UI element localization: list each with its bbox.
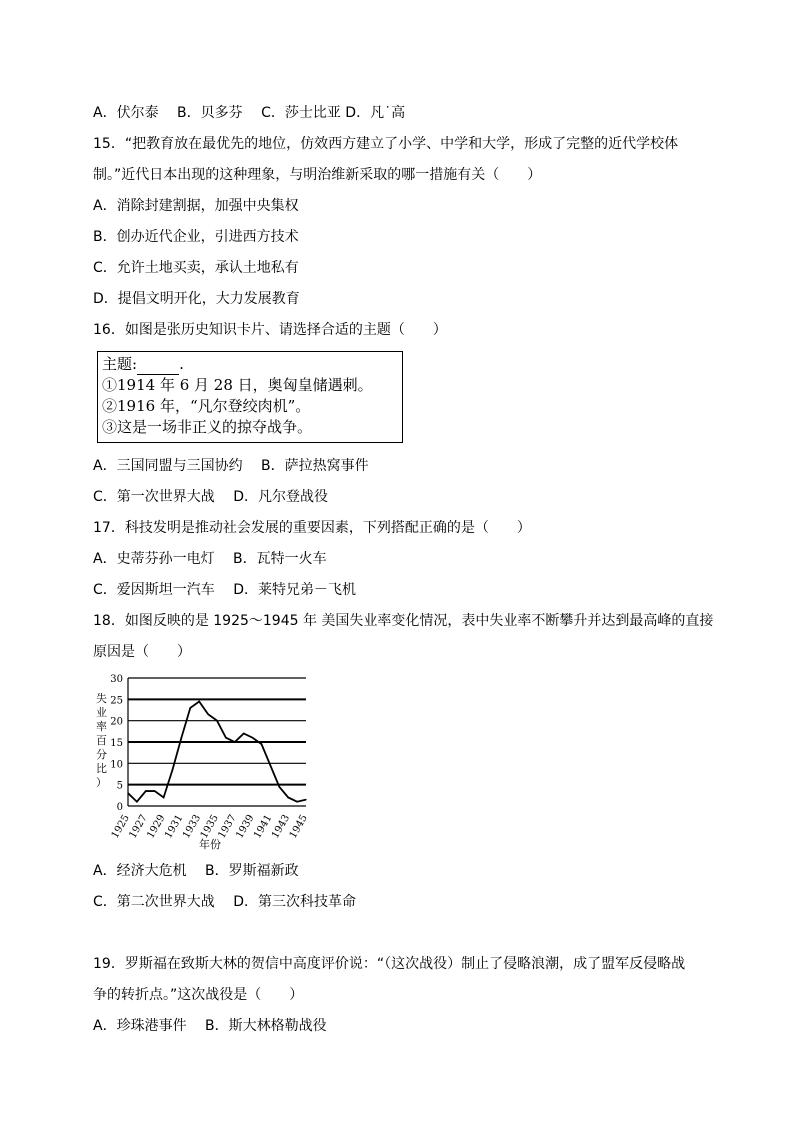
y-tick-label: 20	[110, 716, 123, 728]
x-tick-label: 1927	[127, 812, 150, 841]
card-topic	[102, 354, 398, 375]
q18-options-line1: A．经济大危机 B．罗斯福新政	[93, 863, 299, 879]
q18-stem-line2: 原因是（ ）	[93, 644, 191, 660]
data-point	[163, 797, 164, 798]
data-point	[305, 799, 306, 800]
q19-stem-line1: 19．罗斯福在致斯大林的贺信中高度评价说：“（这次战役）制止了侵略浪潮，成了盟军反侵略战	[93, 956, 686, 972]
data-point	[261, 744, 262, 745]
q15-option-c: C．允许土地买卖，承认土地私有	[93, 260, 299, 276]
x-tick-label: 1939	[234, 812, 257, 841]
card-topic-dot: .	[179, 355, 184, 373]
y-tick-label: 10	[110, 759, 123, 771]
data-point	[208, 714, 209, 715]
data-point	[172, 769, 173, 770]
card-item-2: ②1916 年，“凡尔登绞肉机”。	[102, 397, 311, 415]
x-tick-label: 1931	[163, 812, 186, 841]
y-axis-label-char: 百	[96, 734, 107, 747]
x-tick-label: 1929	[145, 812, 168, 841]
data-point	[225, 737, 226, 738]
card-topic-blank	[137, 360, 179, 375]
q15-stem-line1: 15．“把教育放在最优先的地位，仿效西方建立了小学、中学和大学，形成了完整的近代学校体	[93, 136, 679, 152]
y-tick-label: 30	[110, 674, 123, 685]
q18-options-line2: C．第二次世界大战 D．第三次科技革命	[93, 894, 357, 910]
data-point	[190, 707, 191, 708]
q17-options-line2: C．爱因斯坦一汽车 D．莱特兄弟－飞机	[93, 582, 357, 598]
y-axis-label-char: 率	[96, 720, 107, 733]
x-tick-label: 1945	[287, 812, 310, 841]
q17-stem: 17．科技发明是推动社会发展的重要因素，下列搭配正确的是（ ）	[93, 520, 531, 536]
data-point	[243, 733, 244, 734]
x-tick-label: 1937	[216, 812, 239, 841]
q15-option-a: A．消除封建割据，加强中央集权	[93, 198, 299, 214]
x-tick-label: 1941	[252, 812, 275, 841]
data-point	[252, 737, 253, 738]
q16-options-line2: C．第一次世界大战 D．凡尔登战役	[93, 489, 329, 505]
data-point	[136, 801, 137, 802]
x-tick-label: 1933	[180, 812, 204, 841]
q15-stem-line2: 制。”近代日本出现的这种理象，与明治维新采取的哪一措施有关（ ）	[93, 167, 542, 183]
data-point	[154, 790, 155, 791]
y-axis-label-char: 失	[96, 692, 107, 705]
data-point	[270, 765, 271, 766]
y-axis-label-char: ）	[96, 776, 107, 789]
data-point	[145, 790, 146, 791]
y-axis-label-char: 分	[96, 748, 107, 761]
y-axis-label-char: 业	[96, 706, 107, 719]
y-tick-label: 15	[110, 738, 123, 749]
y-tick-label: 25	[110, 695, 123, 707]
card-item-1: ①1914 年 6 月 28 日，奥匈皇储遇刺。	[102, 376, 373, 394]
y-axis-label-char: 比	[96, 762, 107, 775]
card-topic-label: 主题:	[102, 355, 138, 373]
card-item-3: ③这是一场非正义的掠夺战争。	[102, 418, 313, 436]
q16-stem: 16．如图是张历史知识卡片、请选择合适的主题（ ）	[93, 322, 447, 338]
q19-stem-line2: 争的转折点。”这次战役是（ ）	[93, 987, 304, 1003]
x-tick-label: 1925	[109, 812, 132, 841]
q17-options-line1: A．史蒂芬孙一电灯 B．瓦特一火车	[93, 551, 327, 567]
x-tick-label: 1943	[269, 812, 293, 841]
x-tick-label: 1935	[198, 812, 221, 841]
unemployment-line-chart	[88, 670, 328, 860]
q15-option-b: B．创办近代企业，引进西方技术	[93, 229, 299, 245]
data-point	[288, 797, 289, 798]
history-knowledge-card	[97, 351, 403, 443]
data-point	[297, 801, 298, 802]
data-point	[127, 793, 128, 794]
y-tick-label: 5	[116, 780, 123, 792]
q14-options: A．伏尔泰 B．贝多芬 C．莎士比亚 D．凡˙高	[93, 105, 406, 121]
q15-option-d: D．提倡文明开化，大力发展教育	[93, 291, 300, 307]
data-point	[279, 786, 280, 787]
x-axis-label: 年份	[199, 838, 221, 851]
data-point	[234, 741, 235, 742]
q16-options-line1: A．三国同盟与三国协约 B．萨拉热窝事件	[93, 458, 369, 474]
data-point	[181, 737, 182, 738]
data-point	[199, 701, 200, 702]
data-point	[216, 720, 217, 721]
q18-stem-line1: 18．如图反映的是 1925～1945 年 美国失业率变化情况，表中失业率不断攀升并达到最高峰的直接	[93, 613, 714, 629]
y-tick-label: 0	[116, 802, 123, 813]
q19-options-line1: A．珍珠港事件 B．斯大林格勒战役	[93, 1018, 327, 1034]
